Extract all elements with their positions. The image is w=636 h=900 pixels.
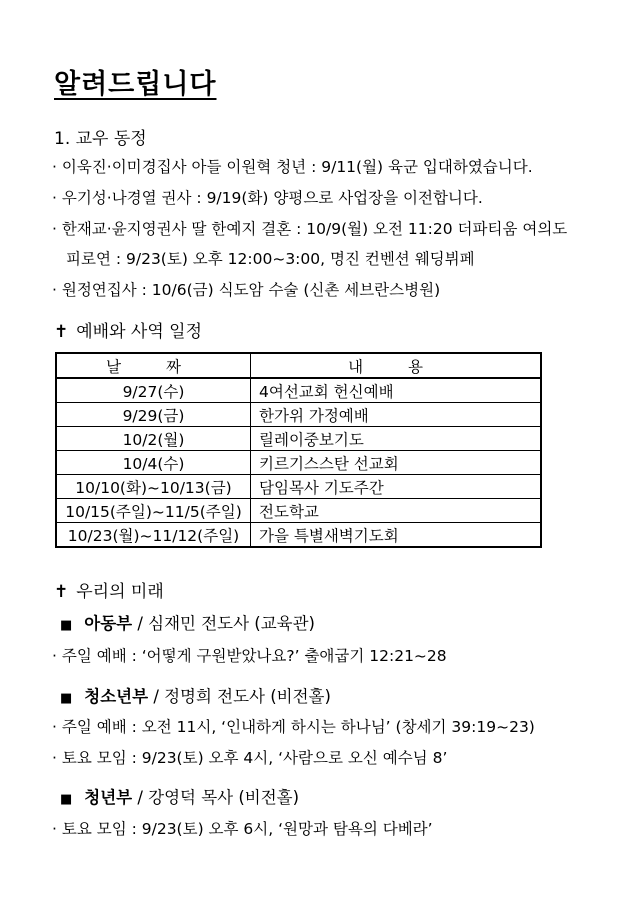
schedule-content: 전도학교 [251,499,542,523]
schedule-content: 키르기스스탄 선교회 [251,451,542,475]
schedule-date: 10/23(월)~11/12(주일) [56,523,251,548]
member-news-item: · 이욱진·이미경집사 아들 이원혁 청년 : 9/11(월) 육군 입대하였습니다. [52,158,533,176]
section-heading-text: 예배와 사역 일정 [76,322,203,342]
dept-leader: / 심재민 전도사 (교육관) [137,614,315,633]
table-header-row [56,353,541,378]
dept-leader: / 정명희 전도사 (비전홀) [153,687,331,706]
schedule-date: 10/4(수) [56,451,251,475]
section-heading-member-news: 1. 교우 동정 [54,129,147,149]
table-row [56,378,541,403]
table-row [56,475,541,499]
member-news-item: · 한재교·윤지영권사 딸 한예지 결혼 : 10/9(월) 오전 11:20 더파티움 여의도 [52,220,568,238]
section-heading-our-future [54,577,164,602]
page-title: 알려드립니다 [54,69,217,100]
member-news-item: · 원정연집사 : 10/6(금) 식도암 수술 (신촌 세브란스병원) [52,281,441,299]
dept-info-line: · 주일 예배 : ‘어떻게 구원받았나요?’ 출애굽기 12:21~28 [52,647,447,665]
square-bullet-icon: ■ [60,618,73,633]
table-row [56,499,541,523]
schedule-content: 가을 특별새벽기도회 [251,523,542,548]
dept-leader: / 강영덕 목사 (비전홀) [137,788,300,807]
dept-name: 청년부 [84,788,133,807]
section-heading-schedule [54,317,202,342]
cross-icon: ✝ [54,582,69,602]
table-row [56,451,541,475]
schedule-date: 9/27(수) [56,378,251,403]
dept-heading-youth [60,683,331,707]
section-heading-text: 우리의 미래 [76,582,164,602]
column-header-date: 날 짜 [56,353,251,378]
schedule-content: 담임목사 기도주간 [251,475,542,499]
schedule-table [55,352,542,548]
schedule-content: 릴레이중보기도 [251,427,542,451]
member-news-item: 피로연 : 9/23(토) 오후 12:00~3:00, 명진 컨벤션 웨딩뷔페 [66,250,475,268]
square-bullet-icon: ■ [60,792,73,807]
dept-name: 아동부 [84,614,133,633]
dept-name: 청소년부 [84,687,149,706]
square-bullet-icon: ■ [60,691,73,706]
cross-icon: ✝ [54,322,69,342]
column-header-content: 내 용 [251,353,542,378]
schedule-date: 10/15(주일)~11/5(주일) [56,499,251,523]
dept-info-line: · 토요 모임 : 9/23(토) 오후 6시, ‘원망과 탐욕의 다베라’ [52,820,433,838]
schedule-date: 9/29(금) [56,403,251,427]
table-row [56,523,541,548]
schedule-date: 10/2(월) [56,427,251,451]
dept-heading-young-adults [60,784,299,808]
schedule-content: 한가위 가정예배 [251,403,542,427]
dept-info-line: · 토요 모임 : 9/23(토) 오후 4시, ‘사람으로 오신 예수님 8’ [52,749,448,767]
table-row [56,427,541,451]
schedule-content: 4여선교회 헌신예배 [251,378,542,403]
dept-info-line: · 주일 예배 : 오전 11시, ‘인내하게 하시는 하나님’ (창세기 39:19~23) [52,718,535,736]
member-news-item: · 우기성·나경열 권사 : 9/19(화) 양평으로 사업장을 이전합니다. [52,189,483,207]
table-row [56,403,541,427]
schedule-date: 10/10(화)~10/13(금) [56,475,251,499]
dept-heading-children [60,610,315,634]
